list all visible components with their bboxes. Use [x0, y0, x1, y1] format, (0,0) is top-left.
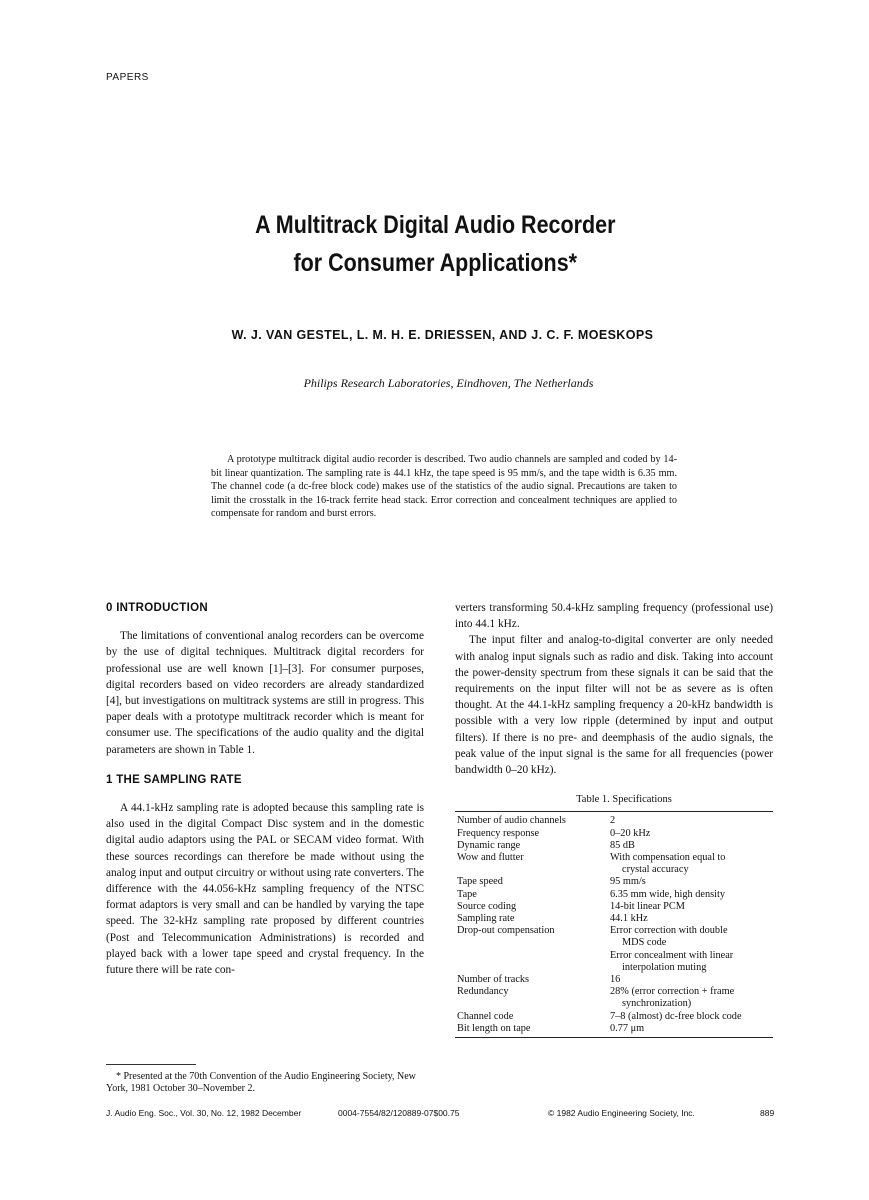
affiliation: Philips Research Laboratories, Eindhoven, The Netherlands [303, 376, 594, 390]
specifications-table [455, 811, 773, 1038]
sampling-paragraph: A 44.1-kHz sampling rate is adopted because this sampling rate is also used in the digital Compact Disc system and in the domestic digital audio adaptors using the PAL or SECAM video format. With these sources recordings can therefore be made without using the analog input and output circuitry or without using rate converters. The difference with the 44.056-kHz sampling frequency of the NTSC format adaptors is very small and can be handled by varying the tape speed. The 32-kHz sampling rate proposed by different countries (Post and Telecommunication Administrations) is recorded and played back with a lower tape speed and crystal frequency. In the future there will be rate con- [106, 802, 424, 977]
table-cell-parameter [455, 864, 610, 876]
table-cell-parameter: Redundancy [457, 986, 509, 998]
footer-journal: J. Audio Eng. Soc., Vol. 30, No. 12, 1982 December [106, 1108, 302, 1118]
paper-title [62, 206, 809, 282]
input-filter-paragraph: The input filter and analog-to-digital converter are only needed with analog input signals such as radio and disk. Taking into account the power-density spectrum from these signals it can be said that the requirements on the input filter will not be as severe as is often thought. At the 44.1-kHz sampling frequency a 20-kHz bandwidth is possible with a very low ripple (determined by input and output filters). If there is no pre- and deemphasis of the audio signals, the peak value of the input signal is the same for all frequencies (power bandwidth 0–20 kHz). [455, 634, 773, 777]
table-cell-value: With compensation equal to [610, 852, 726, 864]
intro-paragraph: The limitations of conventional analog recorders can be overcome by the use of digital techniques. Multitrack digital recorders for professional use are well known [1]–[3]. For consumer purposes, digital recorders based on video recorders are already standardized [4], but investigations on multitrack systems are still in progress. This paper deals with a prototype multitrack recorder which is meant for consumer use. The specifications of the audio quality and the digital parameters are shown in Table 1. [106, 630, 424, 756]
table-row [455, 840, 773, 852]
table-row [455, 852, 773, 864]
table-row [455, 1011, 773, 1023]
table-cell-parameter: Number of audio channels [457, 815, 566, 827]
table-cell-parameter: Wow and flutter [457, 852, 524, 864]
table-row [455, 986, 773, 998]
table-cell-parameter: Drop-out compensation [457, 925, 555, 937]
table-row [455, 950, 773, 962]
table-cell-parameter [455, 950, 610, 962]
table-row [455, 974, 773, 986]
abstract: A prototype multitrack digital audio recorder is described. Two audio channels are sampled and coded by 14-bit linear quantization. The sampling rate is 44.1 kHz, the tape speed is 95 mm/s, and the tape width is 6.35 mm. The channel code (a dc-free block code) makes use of the statistics of the audio signal. Precautions are taken to limit the crosstalk in the 16-track ferrite head stack. Error correction and concealment techniques are applied to compensate for random and burst errors. [211, 454, 677, 520]
right-column [455, 600, 773, 1038]
table-cell-value: 28% (error correction + frame [610, 986, 735, 998]
table-row [455, 889, 773, 901]
footnote [106, 1064, 424, 1095]
table-cell-parameter: Source coding [457, 900, 517, 912]
continued-paragraph: verters transforming 50.4-kHz sampling frequency (professional use) into 44.1 kHz. [455, 602, 773, 631]
table-row [455, 828, 773, 840]
left-column [106, 600, 424, 978]
table-cell-value: 0–20 kHz [610, 827, 651, 839]
table-cell-value: interpolation muting [622, 961, 707, 973]
table-cell-value: 85 dB [610, 839, 635, 851]
table-cell-value: 44.1 kHz [610, 913, 648, 925]
table-cell-value: 16 [610, 974, 621, 986]
table-row [455, 937, 773, 949]
table-cell-parameter: Bit length on tape [457, 1022, 531, 1034]
footer-copyright: © 1982 Audio Engineering Society, Inc. [548, 1108, 695, 1118]
table-row [455, 925, 773, 937]
footer-page-number: 889 [760, 1108, 775, 1118]
table-cell-parameter [455, 937, 610, 949]
footnote-text: * Presented at the 70th Convention of the Audio Engineering Society, New York, 1981 October 30–November 2. [106, 1071, 416, 1094]
table-row [455, 812, 773, 828]
table-cell-parameter [455, 998, 610, 1010]
table-cell-value: synchronization) [622, 998, 692, 1010]
table-row [455, 864, 773, 876]
table-cell-parameter: Tape speed [457, 876, 503, 888]
table-row [455, 876, 773, 888]
table-cell-parameter: Tape [457, 888, 477, 900]
table-cell-value: 95 mm/s [610, 876, 646, 888]
footnote-rule [106, 1064, 196, 1065]
table-cell-parameter: Channel code [457, 1010, 514, 1022]
table-cell-value: MDS code [622, 937, 667, 949]
table-cell-parameter [455, 962, 610, 974]
table-row [455, 998, 773, 1010]
table-row [455, 962, 773, 974]
table-cell-parameter: Dynamic range [457, 839, 521, 851]
table-cell-value: Error concealment with linear [610, 949, 734, 961]
running-head: PAPERS [106, 72, 149, 83]
table-cell-parameter: Frequency response [457, 827, 540, 839]
section-heading-introduction: 0 INTRODUCTION [106, 602, 208, 614]
table-cell-value: crystal accuracy [622, 864, 689, 876]
table-cell-value: 2 [610, 815, 616, 827]
table-cell-value: Error correction with double [610, 925, 728, 937]
footer-code: 0004-7554/82/120889-07$00.75 [338, 1108, 460, 1118]
table-cell-value: 14-bit linear PCM [610, 900, 685, 912]
section-heading-sampling-rate: 1 THE SAMPLING RATE [106, 773, 242, 786]
table-caption: Table 1. Specifications [576, 794, 672, 806]
table-cell-parameter: Sampling rate [457, 913, 515, 925]
table-row [455, 1023, 773, 1038]
table-cell-parameter: Number of tracks [457, 974, 530, 986]
table-row [455, 901, 773, 913]
authors: W. J. VAN GESTEL, L. M. H. E. DRIESSEN, AND J. C. F. MOESKOPS [231, 328, 654, 342]
table-cell-value: 7–8 (almost) dc-free block code [610, 1010, 742, 1022]
table-row [455, 913, 773, 925]
title-line-1: A Multitrack Digital Audio Recorder [255, 211, 616, 239]
title-line-2: for Consumer Applications* [293, 249, 578, 277]
table-cell-value: 6.35 mm wide, high density [610, 888, 725, 900]
table-cell-value: 0.77 μm [610, 1022, 645, 1034]
